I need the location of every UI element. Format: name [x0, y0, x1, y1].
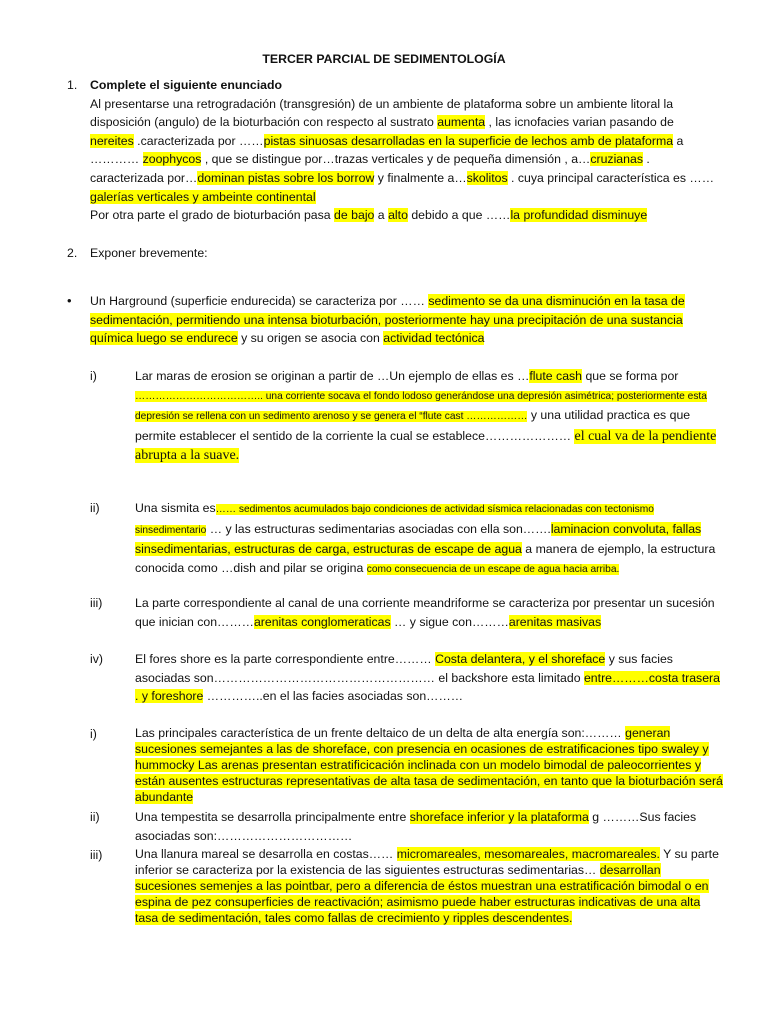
question-2-heading: Exponer brevemente:: [90, 246, 208, 260]
item-ii: Una sismita es…… sedimentos acumulados bajo condiciones de actividad sísmica relacionadas con tectonismo sinsedimentario … y las estructuras sedimentarias asociadas con ella son…….laminacion convoluta, fallas sinsedimentarias, estructuras de carga, estructuras de escape de agua a manera de ejemplo, la estructura conocida como …dish and pilar se origina como consecuencia de un escape de agua hacia arriba.: [135, 501, 716, 575]
answer-hardground: sedimento se da una disminución en la tasa de sedimentación, permitiendo una intensa bioturbación, posteriormente hay una precipitación de una sustancia química luego se endurece: [90, 294, 685, 346]
item-iv: El fores shore es la parte correspondiente entre……… Costa delantera, y el shoreface y sus facies asociadas son……………………………………………… el backshore esta limitado entre………costa trasera . y foreshore …………..en el las facies asociadas son………: [135, 652, 720, 704]
answer-pendiente: el cual va de la pendiente abrupta a la suave.: [135, 428, 717, 464]
answer-costa-trasera: entre………costa trasera . y foreshore: [135, 670, 720, 704]
answer-sismita: …… sedimentos acumulados bajo condiciones de actividad sísmica relacionadas con tectonismo sinsedimentario: [135, 504, 654, 536]
question-1: [90, 76, 720, 225]
answer-llanura-mareal: desarrollan sucesiones semenjes a las pointbar, pero a diferencia de éstos muestran una estratificación bimodal o en espina de pez consuperficies de reactivación; asimismo puede haber estructuras indicativas de una alta tasa de sedimentación, tales como fallas de crecimiento y ripples descendentes.: [135, 863, 709, 925]
hardground-item: Un Harground (superficie endurecida) se caracteriza por …… sedimento se da una disminución en la tasa de sedimentación, permitiendo una intensa bioturbación, posteriormente hay una precipitación de una sustancia química luego se endurece y su origen se asocia con actividad tectónica: [90, 294, 685, 346]
answer-galerias: galerías verticales y ambeinte continental: [90, 189, 316, 204]
item-i2-label: i): [90, 727, 97, 741]
question-1-number: 1.: [67, 78, 78, 92]
item-ii2-label: ii): [90, 810, 100, 824]
question-1-heading: Complete el siguiente enunciado: [90, 78, 283, 92]
answer-costa-delantera: Costa delantera, y el shoreface: [435, 652, 606, 666]
item-iii-label: iii): [90, 596, 103, 610]
item-iii2: Una llanura mareal se desarrolla en costas…… micromareales, mesomareales, macromareales. Y su parte inferior se caracteriza por la existencia de las siguientes estructuras sedimentarias… desarrollan sucesiones semenjes a las pointbar, pero a diferencia de éstos muestran una estratificación bimodal o en espina de pez consuperficies de reactivación; asimismo puede haber estructuras indicativas de una alta tasa de sedimentación, tales como fallas de crecimiento y ripples descendentes.: [135, 847, 719, 925]
answer-flute-process: ……………………………….. una corriente socava el fondo lodoso generándose una depresión asimétrica; posteriormente esta depresión se rellena con un sedimento arenoso y se genera el “flute cast ………………: [135, 390, 707, 423]
answer-profundidad: la profundidad disminuye: [510, 208, 648, 223]
answer-skolitos: skolitos: [466, 170, 508, 185]
page-title: TERCER PARCIAL DE SEDIMENTOLOGÍA: [262, 52, 506, 66]
answer-actividad-tectonica: actividad tectónica: [383, 331, 485, 346]
item-i: Lar maras de erosion se originan a partir de …Un ejemplo de ellas es …flute cash que se forma por ……………………………….. una corriente socava el fondo lodoso generándose una depresión asimétrica; posteriormente esta depresión se rellena con un sedimento arenoso y se genera el “flute cast ……………… y una utilidad practica es que permite establecer el sentido de la corriente la cual se establece………………… el cual va de la pendiente abrupta a la suave.: [135, 369, 717, 464]
answer-zoophycos: zoophycos: [142, 152, 202, 167]
answer-aumenta: aumenta: [437, 115, 486, 130]
question-1-text: Al presentarse una retrogradación (transgresión) de un ambiente de plataforma sobre un ambiente litoral la disposición (angulo) de la bioturbación con respecto al sustrato aumenta , las icnofacies varian pasando de nereites .caracterizada por ……pistas sinuosas desarrolladas en la superficie de lechos amb de plataforma a ………… zoophycos , que se distingue por…trazas verticales y de pequeña dimensión , a…cruzianas . caracterizada por…dominan pistas sobre los borrow y finalmente a…skolitos . cuya principal característica es …… galerías verticales y ambeinte continental: [90, 96, 715, 204]
answer-de-bajo: de bajo: [334, 208, 375, 223]
answer-estructuras: laminacion convoluta, fallas sinsedimentarias, estructuras de carga, estructuras de escape de agua: [135, 521, 702, 557]
answer-micromareales: micromareales, mesomareales, macromareales.: [396, 847, 660, 861]
item-iii2-label: iii): [90, 848, 103, 862]
item-ii2: Una tempestita se desarrolla principalmente entre shoreface inferior y la plataforma g ………Sus facies asociadas son:……………………………: [135, 810, 697, 843]
answer-nereites: nereites: [90, 133, 134, 148]
item-i-label: i): [90, 369, 97, 383]
answer-flute-cash: flute cash: [529, 369, 583, 383]
answer-escape-agua: como consecuencia de un escape de agua hacia arriba.: [366, 563, 620, 575]
question-2-number: 2.: [67, 246, 78, 260]
answer-cruzianas: cruzianas: [590, 152, 643, 167]
question-1-text-2: Por otra parte el grado de bioturbación pasa de bajo a alto debido a que ……la profundidad disminuye: [90, 208, 648, 223]
answer-alto: alto: [388, 208, 408, 223]
answer-shoreface-inferior: shoreface inferior y la plataforma: [409, 810, 589, 824]
answer-arenitas-masivas: arenitas masivas: [508, 614, 602, 629]
answer-frente-deltaico: generan sucesiones semejantes a las de shoreface, con presencia en ocasiones de estratificaciones tipo swaley y hummocky Las arenas presentan estratificicación inclinada con un modelo bimodal de paleocorrientes y están ausentes estructuras representativas de alta tasa de sedimentación, en tanto que la bioturbación será abundante: [135, 726, 723, 804]
item-i2: Las principales característica de un frente deltaico de un delta de alta energía son:……… generan sucesiones semejantes a las de shoreface, con presencia en ocasiones de estratificaciones tipo swaley y hummocky Las arenas presentan estratificicación inclinada con un modelo bimodal de paleocorrientes y están ausentes estructuras representativas de alta tasa de sedimentación, en tanto que la bioturbación será abundante: [135, 726, 723, 804]
bullet-marker: •: [67, 293, 72, 308]
answer-pistas: pistas sinuosas desarrolladas en la superficie de lechos amb de plataforma: [263, 133, 674, 148]
item-iii: La parte correspondiente al canal de una corriente meandriforme se caracteriza por presentar un sucesión que inician con………arenitas conglomeraticas … y sigue con………arenitas masivas: [135, 596, 715, 629]
item-ii-label: ii): [90, 501, 100, 515]
answer-dominan: dominan pistas sobre los borrow: [197, 170, 375, 185]
item-iv-label: iv): [90, 652, 103, 666]
answer-arenitas-conglomeraticas: arenitas conglomeraticas: [253, 614, 391, 629]
